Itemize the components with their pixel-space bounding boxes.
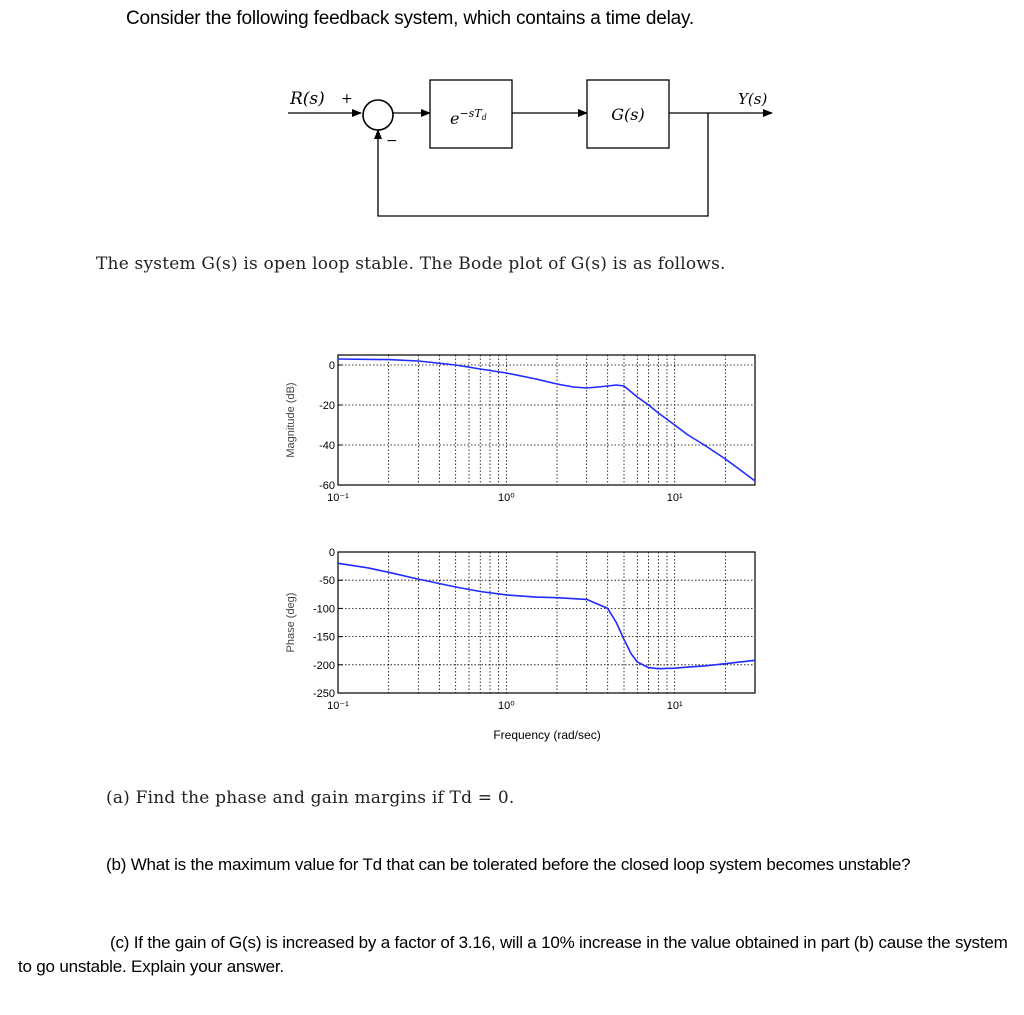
minus-sign: − [386,133,398,149]
phase-xtick-label: 10¹ [666,700,683,712]
magnitude-xtick-label: 10⁻¹ [327,492,349,504]
delay-base: e [450,109,460,128]
phase-ytick-label: -250 [312,688,335,700]
magnitude-ytick-label: -40 [319,440,335,452]
magnitude-axes-frame [338,355,755,485]
magnitude-ytick-label: -20 [319,400,335,412]
phase-ytick-label: -200 [312,659,335,672]
question-a: (a) Find the phase and gain margins if Td = 0. [106,788,515,808]
output-label: Y(s) [738,90,768,108]
phase-ytick-label: -100 [312,603,335,616]
phase-xtick-label: 10⁻¹ [327,700,349,712]
phase-curve [338,563,755,668]
phase-axes-frame [338,552,755,693]
phase-ytick-label: -50 [319,575,335,588]
intro-text: Consider the following feedback system, which contains a time delay. [126,8,694,29]
phase-xtick-label: 10⁰ [498,700,515,712]
delay-exponent: −sT [459,107,482,120]
magnitude-ylabel: Magnitude (dB) [285,382,297,458]
input-label: R(s) [290,89,325,109]
magnitude-xtick-label: 10¹ [666,492,683,504]
question-c: (c) If the gain of G(s) is increased by a factor of 3.16, will a 10% increase in the value obtained in part (b) cause the system to go unstable. Explain your answer. [18,933,1008,976]
phase-ylabel: Phase (deg) [285,592,297,653]
magnitude-xtick-label: 10⁰ [498,492,515,504]
phase-ytick-label: -150 [312,631,335,644]
plant-block-label: G(s) [611,105,645,124]
phase-xlabel: Frequency (rad/sec) [493,728,601,742]
bode-caption: The system G(s) is open loop stable. The Bode plot of G(s) is as follows. [96,254,726,274]
delay-subscript: d [481,113,487,122]
magnitude-ytick-label: 0 [328,360,335,372]
phase-ytick-label: 0 [328,547,335,559]
question-b: (b) What is the maximum value for Td that can be tolerated before the closed loop system becomes unstable? [106,855,911,874]
magnitude-ytick-label: -60 [319,480,335,492]
magnitude-curve [338,359,755,481]
plus-sign: + [341,91,353,107]
